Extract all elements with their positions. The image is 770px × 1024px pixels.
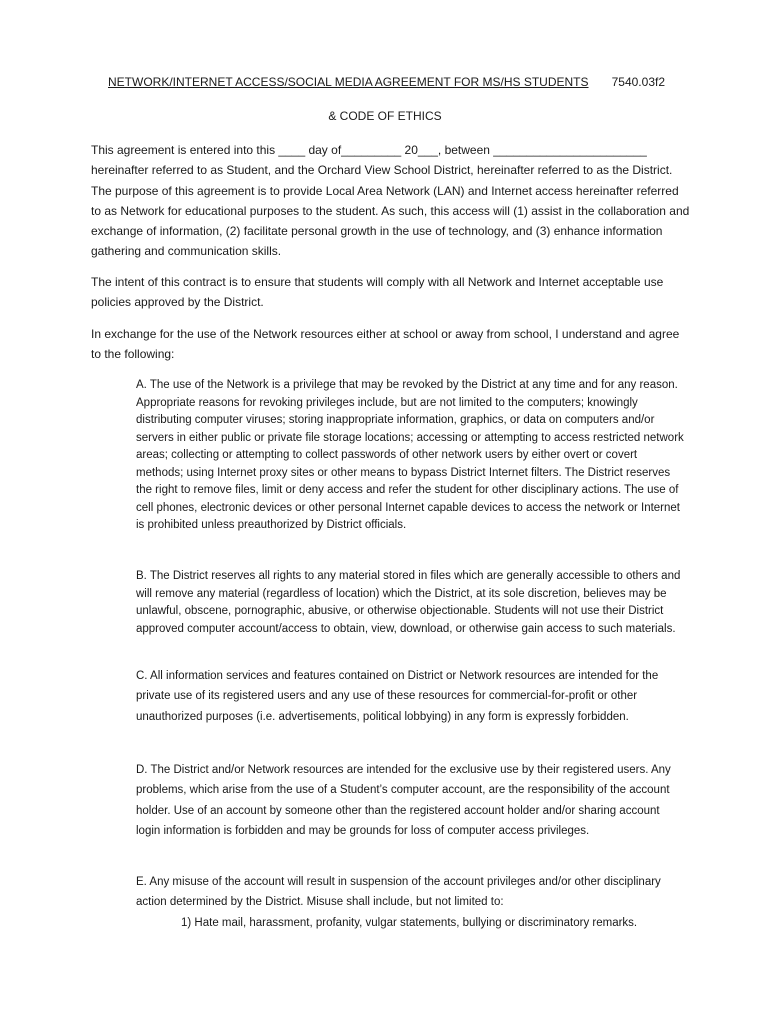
document-subtitle: & CODE OF ETHICS xyxy=(328,109,442,123)
clause-e-subitem-1: 1) Hate mail, harassment, profanity, vulgar statements, bullying or discriminatory remarks. xyxy=(181,917,638,929)
policy-code: 7540.03f2 xyxy=(611,75,665,89)
intro-paragraph: This agreement is entered into this ____ day of_________ 20___, between _______________________ hereinafter referred to as Student, and the Orchard View School District, hereinafter referred to as the District. The purpose of this agreement is to provide Local Area Network (LAN) and Internet access hereinafter referred to as Network for educational purposes to the student. As such, this access will (1) assist in the collaboration and exchange of information, (2) facilitate personal growth in the use of technology, and (3) enhance information gathering and communication skills. xyxy=(91,143,690,259)
document-title: NETWORK/INTERNET ACCESS/SOCIAL MEDIA AGREEMENT FOR MS/HS STUDENTS xyxy=(108,75,589,89)
exchange-paragraph: In exchange for the use of the Network resources either at school or away from school, I understand and agree to the following: xyxy=(91,327,680,362)
clause-d: D. The District and/or Network resources are intended for the exclusive use by their registered users. Any problems, which arise from the use of a Student’s computer account, are the responsibility of the account holder. Use of an account by someone other than the registered account holder and/or sharing account login information is forbidden and may be grounds for loss of computer access privileges. xyxy=(136,764,671,837)
clause-c: C. All information services and features contained on District or Network resources are intended for the private use of its registered users and any use of these resources for commercial-for-profit or other unauthorized purposes (i.e. advertisements, political lobbying) in any form is expressly forbidden. xyxy=(136,670,659,723)
title-row xyxy=(108,75,665,93)
intent-paragraph: The intent of this contract is to ensure that students will comply with all Network and Internet acceptable use policies approved by the District. xyxy=(91,275,664,310)
clause-a: A. The use of the Network is a privilege that may be revoked by the District at any time and for any reason. Appropriate reasons for revoking privileges include, but are not limited to the computers; knowingly distributing computer viruses; storing inappropriate information, graphics, or data on computers and/or servers in either public or private file storage locations; accessing or attempting to access restricted network areas; collecting or attempting to collect passwords of other network users by either overt or covert methods; using Internet proxy sites or other means to bypass District Internet filters. The District reserves the right to remove files, limit or deny access and refer the student for other disciplinary actions. The use of cell phones, electronic devices or other personal Internet capable devices to access the network or Internet is prohibited unless preauthorized by District officials. xyxy=(136,379,684,531)
clause-b: B. The District reserves all rights to any material stored in files which are generally accessible to others and will remove any material (regardless of location) which the District, at its sole discretion, believes may be unlawful, obscene, pornographic, abusive, or otherwise objectionable. Students will not use their District approved computer account/access to obtain, view, download, or otherwise gain access to such materials. xyxy=(136,570,681,635)
clause-e: E. Any misuse of the account will result in suspension of the account privileges and/or other disciplinary action determined by the District. Misuse shall include, but not limited to: xyxy=(136,876,661,909)
